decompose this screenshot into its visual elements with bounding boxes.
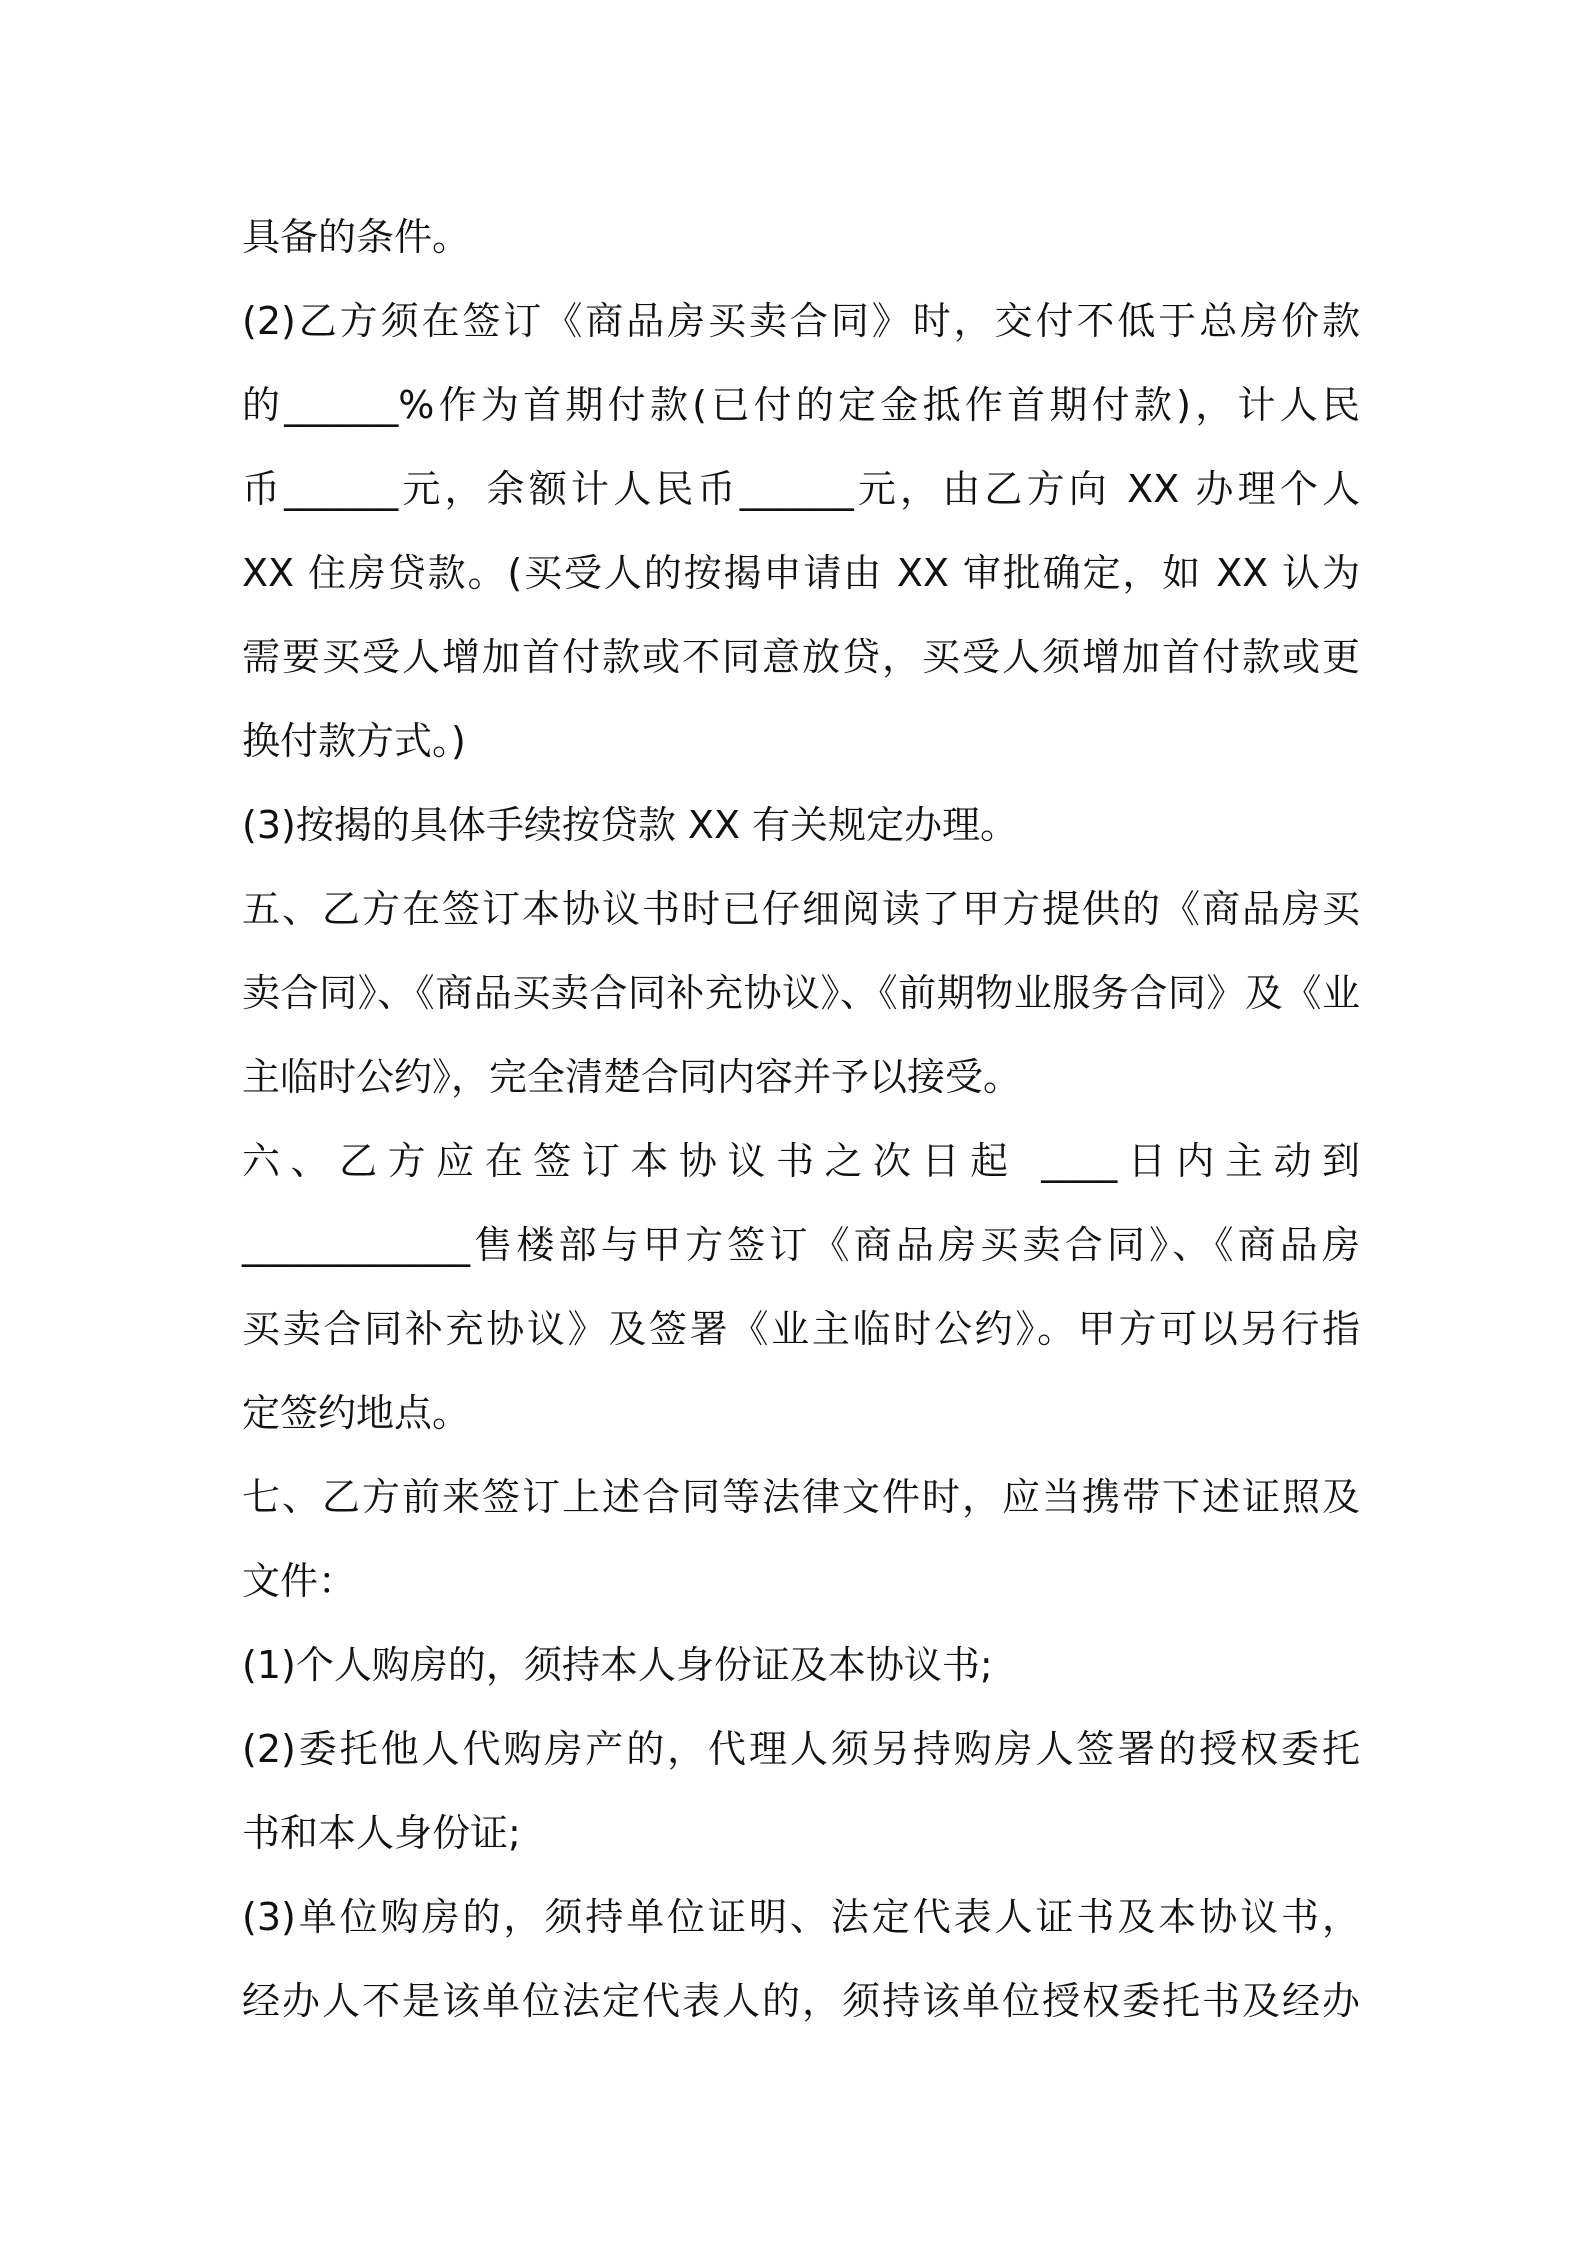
text-line: 五、乙方在签订本协议书时已仔细阅读了甲方提供的《商品房买 (242, 887, 1360, 931)
text-line: 换付款方式。) (242, 719, 466, 763)
text-line: 需要买受人增加首付款或不同意放贷，买受人须增加首付款或更 (242, 635, 1360, 679)
text-line: 六、乙方应在签订本协议书之次日起 ____日内主动到 (242, 1139, 1360, 1183)
text-line: (1)个人购房的，须持本人身份证及本协议书; (242, 1643, 993, 1687)
text-line: (3)按揭的具体手续按贷款 XX 有关规定办理。 (242, 803, 1019, 847)
text-line: 买卖合同补充协议》及签署《业主临时公约》。甲方可以另行指 (242, 1307, 1360, 1351)
text-line: (3)单位购房的，须持单位证明、法定代表人证书及本协议书， (242, 1895, 1360, 1939)
text-line: 主临时公约》，完全清楚合同内容并予以接受。 (242, 1055, 1022, 1099)
text-line: 书和本人身份证; (242, 1811, 521, 1855)
document-body (242, 195, 1360, 2043)
text-line: (2)委托他人代购房产的，代理人须另持购房人签署的授权委托 (242, 1727, 1360, 1771)
text-line: 定签约地点。 (242, 1391, 471, 1435)
text-line: 经办人不是该单位法定代表人的，须持该单位授权委托书及经办 (242, 1979, 1360, 2023)
text-line: 文件： (242, 1559, 357, 1603)
text-line: 卖合同》、《商品买卖合同补充协议》、《前期物业服务合同》及《业 (242, 971, 1360, 1015)
text-line: 的______%作为首期付款(已付的定金抵作首期付款)，计人民 (242, 383, 1360, 427)
text-line: 具备的条件。 (242, 215, 471, 259)
text-line: 七、乙方前来签订上述合同等法律文件时，应当携带下述证照及 (242, 1475, 1360, 1519)
text-line: XX 住房贷款。(买受人的按揭申请由 XX 审批确定，如 XX 认为 (242, 551, 1360, 595)
text-line: (2)乙方须在签订《商品房买卖合同》时，交付不低于总房价款 (242, 299, 1360, 343)
text-line: 币______元，余额计人民币______元，由乙方向 XX 办理个人 (242, 467, 1360, 511)
text-line: ____________售楼部与甲方签订《商品房买卖合同》、《商品房 (242, 1223, 1360, 1267)
